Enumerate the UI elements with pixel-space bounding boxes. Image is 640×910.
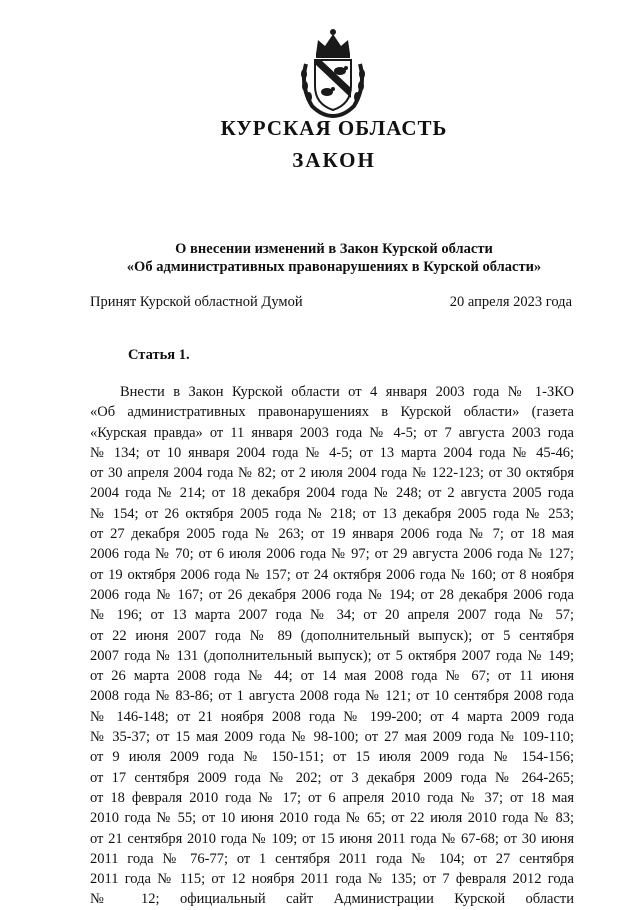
body-text-line: № 146-148; от 21 ноября 2008 года № 199-200; от 4 марта 2009 года — [90, 708, 574, 725]
adopted-by: Принят Курской областной Думой — [90, 294, 303, 310]
law-subject-line: «Об административных правонарушениях в Курской области» — [126, 259, 542, 275]
body-text-line: от 27 декабря 2005 года № 263; от 19 января 2006 года № 7; от 18 мая — [90, 526, 574, 543]
body-text-line: 2011 года № 76-77; от 1 сентября 2011 года № 104; от 27 сентября — [90, 850, 574, 867]
coat-of-arms-icon — [298, 24, 368, 120]
body-text-line: от 26 марта 2008 года № 44; от 14 мая 2008 года № 67; от 11 июня — [90, 668, 574, 685]
body-text-line: Внести в Закон Курской области от 4 января 2003 года № 1-ЗКО — [120, 384, 574, 400]
body-text-line: № 35-37; от 15 мая 2009 года № 98-100; от 27 мая 2009 года № 109-110; — [90, 729, 574, 746]
body-text-line: от 19 октября 2006 года № 157; от 24 октября 2006 года № 160; от 8 ноября — [90, 566, 574, 583]
adoption-line — [90, 293, 572, 311]
body-text-line: 2007 года № 131 (дополнительный выпуск); от 5 октября 2007 года № 149; — [90, 647, 574, 664]
body-text-line: от 18 февраля 2010 года № 17; от 6 апреля 2010 года № 37; от 18 мая — [90, 789, 574, 806]
body-text-line: 2006 года № 70; от 6 июля 2006 года № 97; от 29 августа 2006 года № 127; — [90, 546, 574, 563]
article-body-text — [90, 382, 574, 910]
body-text-line: № 134; от 10 января 2004 года № 4-5; от 13 марта 2004 года № 45-46; — [90, 444, 574, 461]
adopted-date: 20 апреля 2023 года — [449, 294, 572, 310]
body-text-line: от 21 сентября 2010 года № 109; от 15 июня 2011 года № 67-68; от 30 июня — [90, 830, 574, 847]
region-title: КУРСКАЯ ОБЛАСТЬ — [220, 116, 448, 140]
law-subject-line: О внесении изменений в Закон Курской области — [175, 241, 493, 257]
body-text-line: 2004 года № 214; от 18 декабря 2004 года № 248; от 2 августа 2005 года — [90, 485, 574, 502]
document-type-title: ЗАКОН — [292, 148, 376, 172]
body-text-line: от 9 июля 2009 года № 150-151; от 15 июля 2009 года № 154-156; — [90, 749, 574, 766]
body-text-line: № 196; от 13 марта 2007 года № 34; от 20 апреля 2007 года № 57; — [90, 607, 574, 624]
body-text-line: от 22 июня 2007 года № 89 (дополнительный выпуск); от 5 сентября — [90, 627, 574, 644]
body-text-line: от 30 апреля 2004 года № 82; от 2 июля 2004 года № 122-123; от 30 октября — [90, 465, 574, 482]
article-heading: Статья 1. — [128, 347, 190, 363]
body-text-line: № 154; от 26 октября 2005 года № 218; от 13 декабря 2005 года № 253; — [90, 505, 574, 522]
body-text-line: 2011 года № 115; от 12 ноября 2011 года № 135; от 7 февраля 2012 года — [90, 871, 574, 888]
law-subject — [0, 240, 640, 276]
body-text-line: «Об административных правонарушениях в Курской области» (газета — [90, 404, 574, 421]
body-text-line: 2008 года № 83-86; от 1 августа 2008 года № 121; от 10 сентября 2008 года — [90, 688, 574, 705]
body-text-line: «Курская правда» от 11 января 2003 года № 4-5; от 7 августа 2003 года — [90, 424, 574, 441]
body-text-line: № 12; официальный сайт Администрации Курской области — [90, 891, 574, 908]
body-text-line: 2006 года № 167; от 26 декабря 2006 года № 194; от 28 декабря 2006 года — [90, 586, 574, 603]
body-text-line: от 17 сентября 2009 года № 202; от 3 декабря 2009 года № 264-265; — [90, 769, 574, 786]
body-text-line: 2010 года № 55; от 10 июня 2010 года № 65; от 22 июля 2010 года № 83; — [90, 810, 574, 827]
